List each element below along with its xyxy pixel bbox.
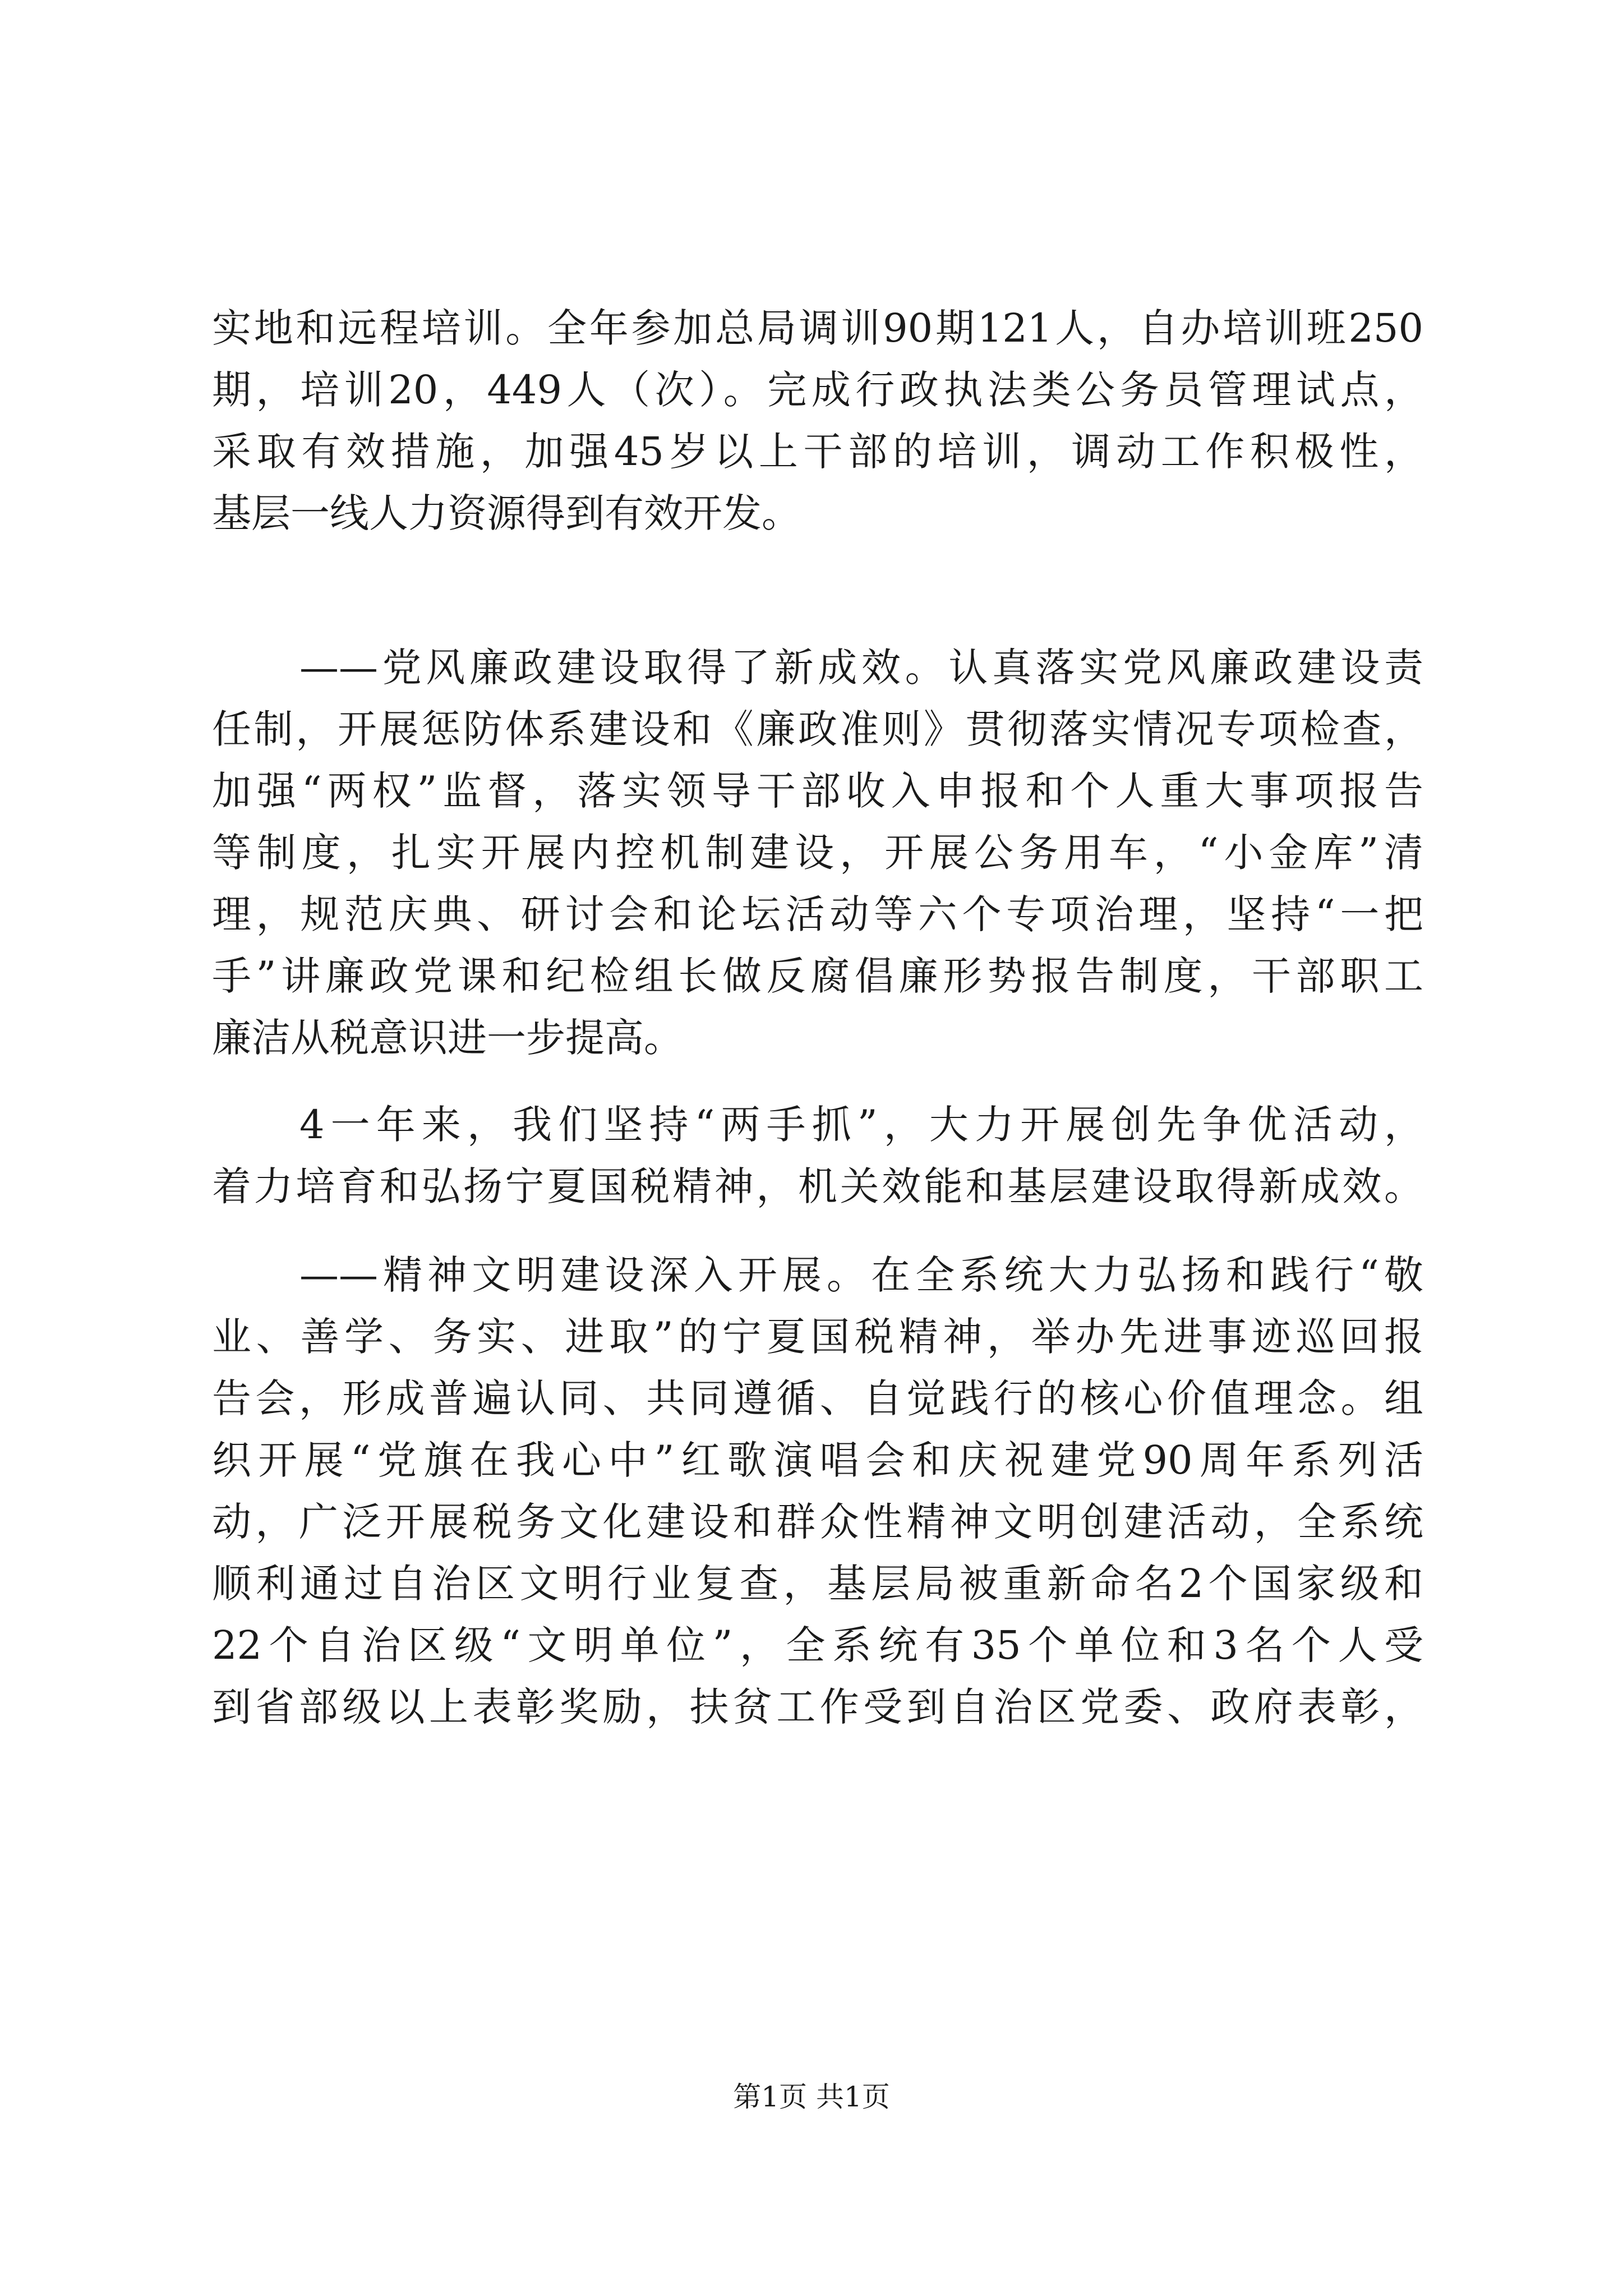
text-line-9: 理，规范庆典、研讨会和论坛活动等六个专项治理，坚持“一把 (212, 891, 1423, 937)
text-line-17: 织开展“党旗在我心中”红歌演唱会和庆祝建党90周年系列活 (212, 1437, 1423, 1483)
text-line-10: 手”讲廉政党课和纪检组长做反腐倡廉形势报告制度，干部职工 (212, 953, 1423, 999)
text-line-4: 基层一线人力资源得到有效开发。 (212, 490, 801, 536)
text-line-6: 任制，开展惩防体系建设和《廉政准则》贯彻落实情况专项检查， (212, 706, 1423, 752)
text-line-11: 廉洁从税意识进一步提高。 (212, 1015, 683, 1061)
text-line-16: 告会，形成普遍认同、共同遵循、自觉践行的核心价值理念。组 (212, 1375, 1423, 1421)
text-line-5: ——党风廉政建设取得了新成效。认真落实党风廉政建设责 (299, 645, 1423, 691)
text-line-13: 着力培育和弘扬宁夏国税精神，机关效能和基层建设取得新成效。 (212, 1163, 1423, 1209)
text-line-1: 实地和远程培训。全年参加总局调训90期121人，自办培训班250 (212, 305, 1423, 351)
text-line-12: 4一年来，我们坚持“两手抓”，大力开展创先争优活动， (299, 1102, 1423, 1148)
text-line-18: 动，广泛开展税务文化建设和群众性精神文明创建活动，全系统 (212, 1499, 1423, 1545)
text-line-14: ——精神文明建设深入开展。在全系统大力弘扬和践行“敬 (299, 1252, 1423, 1298)
text-line-7: 加强“两权”监督，落实领导干部收入申报和个人重大事项报告 (212, 768, 1423, 814)
page-footer: 第1页 共1页 (733, 2081, 890, 2113)
text-line-20: 22个自治区级“文明单位”，全系统有35个单位和3名个人受 (212, 1622, 1423, 1668)
text-line-15: 业、善学、务实、进取”的宁夏国税精神，举办先进事迹巡回报 (212, 1314, 1423, 1360)
text-line-21: 到省部级以上表彰奖励，扶贫工作受到自治区党委、政府表彰， (212, 1684, 1423, 1730)
text-line-3: 采取有效措施，加强45岁以上干部的培训，调动工作积极性， (212, 429, 1423, 475)
text-line-19: 顺利通过自治区文明行业复查，基层局被重新命名2个国家级和 (212, 1561, 1423, 1607)
text-line-8: 等制度，扎实开展内控机制建设，开展公务用车，“小金库”清 (212, 830, 1423, 876)
text-line-2: 期，培训20，449人（次）。完成行政执法类公务员管理试点， (212, 367, 1423, 413)
